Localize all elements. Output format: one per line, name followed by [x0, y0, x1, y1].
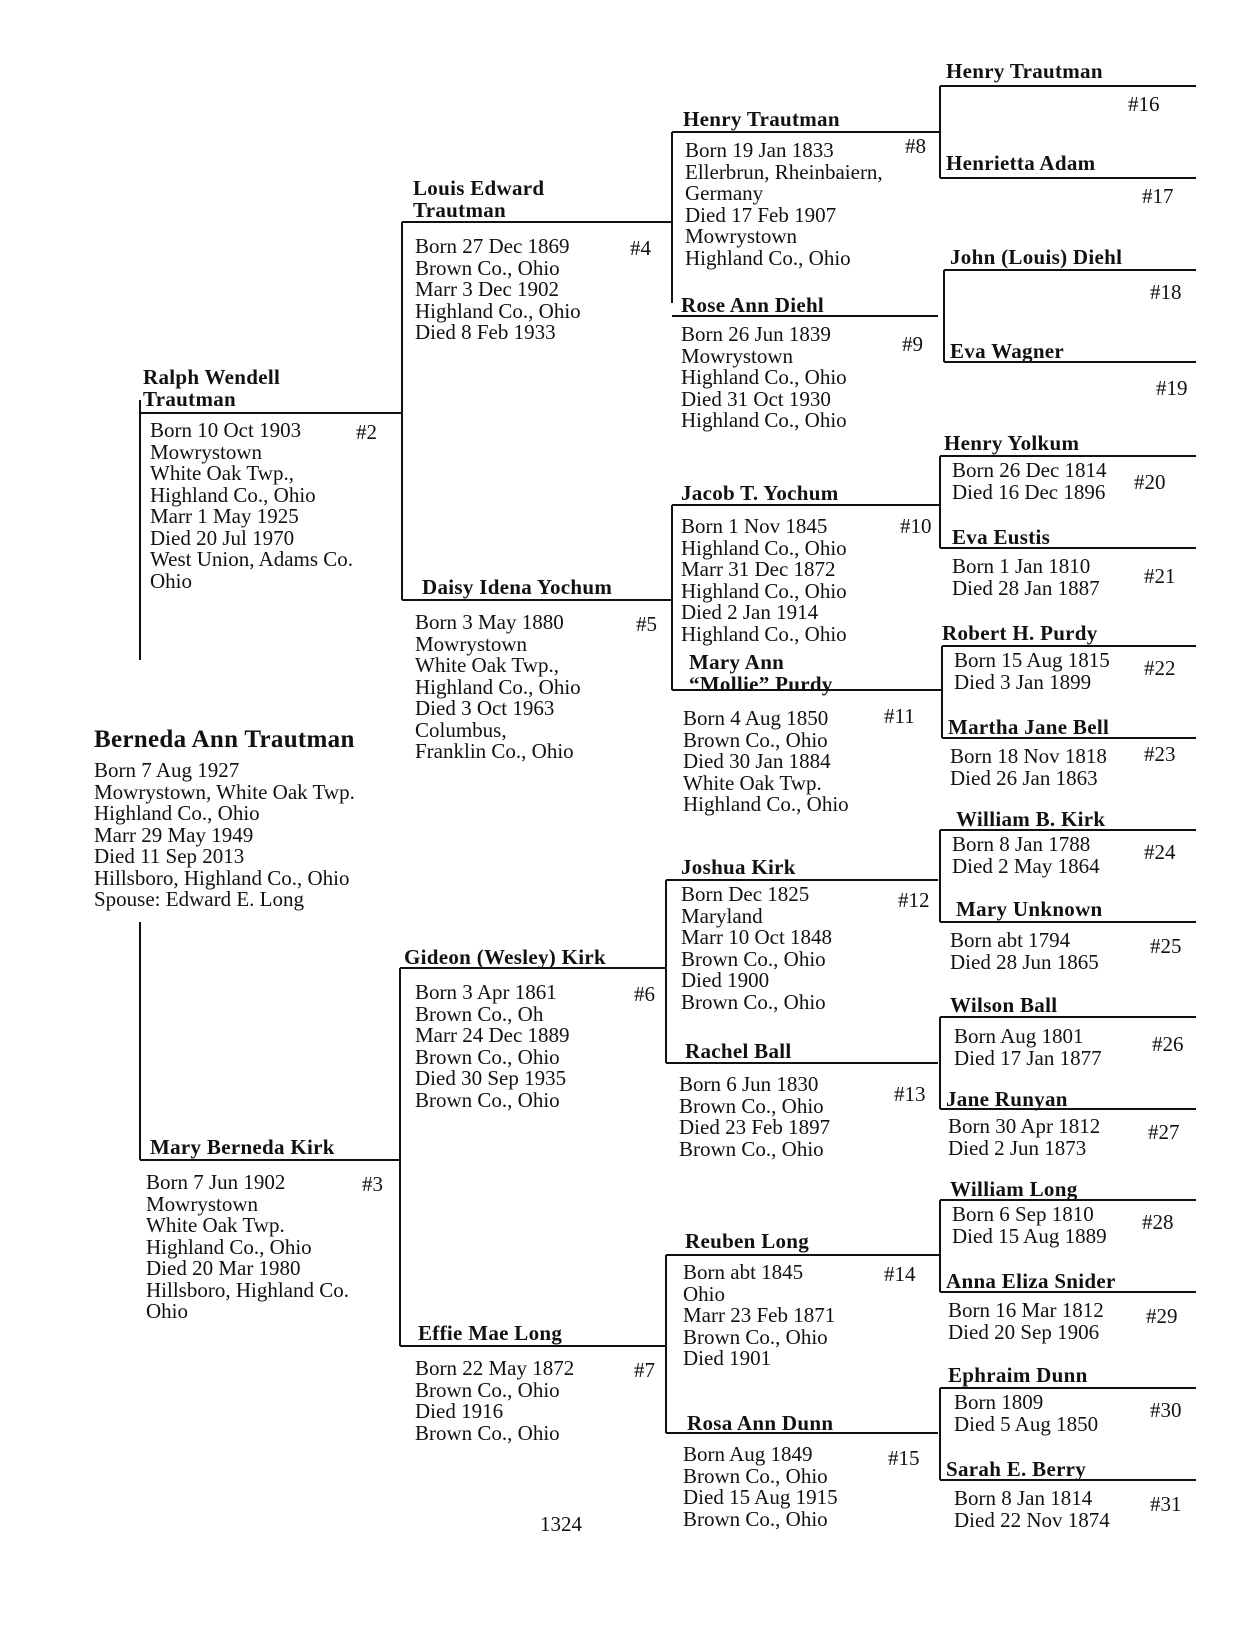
p27-line: Born 30 Apr 1812 [948, 1114, 1101, 1138]
p2-name-line: Ralph Wendell [143, 365, 281, 389]
p28-line: Born 6 Sep 1810 [952, 1202, 1094, 1226]
p18-name: John (Louis) Diehl [950, 245, 1123, 269]
p8-line: Died 17 Feb 1907 [685, 202, 837, 227]
p29-details [948, 1300, 1104, 1343]
p10-name: Jacob T. Yochum [681, 481, 839, 505]
p9-line: Highland Co., Ohio [681, 408, 847, 432]
p6-number: #6 [634, 982, 655, 1006]
p15-name: Rosa Ann Dunn [687, 1411, 834, 1435]
p10-line: Marr 31 Dec 1872 [681, 557, 836, 581]
p22-name: Robert H. Purdy [942, 621, 1098, 645]
p28-line: Died 15 Aug 1889 [952, 1223, 1107, 1248]
p17-number: #17 [1142, 184, 1174, 208]
p12-number: #12 [898, 888, 930, 912]
p14-line: Ohio [683, 1281, 725, 1306]
p5-number: #5 [636, 612, 657, 636]
p29-number: #29 [1146, 1304, 1178, 1328]
p31-number: #31 [1150, 1492, 1182, 1516]
p1-line: Marr 29 May 1949 [94, 822, 254, 847]
p20-details [952, 460, 1107, 503]
p7-details [415, 1358, 574, 1444]
p13-line: Died 23 Feb 1897 [679, 1115, 831, 1139]
p15-line: Brown Co., Ohio [683, 1463, 828, 1488]
p11-number: #11 [884, 704, 915, 728]
p20-line: Died 16 Dec 1896 [952, 479, 1106, 504]
p8-line: Highland Co., Ohio [685, 245, 851, 270]
p30-name: Ephraim Dunn [948, 1363, 1088, 1387]
p9-line: Born 26 Jun 1839 [681, 322, 831, 346]
p26-details [954, 1026, 1102, 1069]
page-number: 1324 [540, 1512, 582, 1536]
p24-line: Born 8 Jan 1788 [952, 832, 1091, 856]
p14-line: Marr 23 Feb 1871 [683, 1303, 836, 1327]
p18-number: #18 [1150, 280, 1182, 304]
p9-name: Rose Ann Diehl [681, 293, 825, 317]
p11-details [683, 708, 849, 816]
p8-line: Born 19 Jan 1833 [685, 138, 834, 162]
p11-line: Died 30 Jan 1884 [683, 749, 831, 773]
p5-line: Franklin Co., Ohio [415, 739, 574, 763]
p3-number: #3 [362, 1172, 383, 1196]
p1-line: Hillsboro, Highland Co., Ohio [94, 865, 350, 890]
p3-line: Hillsboro, Highland Co. [146, 1277, 349, 1302]
p1-line: Highland Co., Ohio [94, 801, 260, 825]
p14-details [683, 1262, 835, 1370]
p3-line: Highland Co., Ohio [146, 1234, 312, 1259]
p26-line: Died 17 Jan 1877 [954, 1045, 1102, 1070]
p25-name: Mary Unknown [956, 897, 1103, 921]
p27-number: #27 [1148, 1120, 1180, 1144]
p9-number: #9 [902, 332, 923, 356]
p11-line: White Oak Twp. [683, 770, 822, 795]
p4-name-line: Louis Edward [413, 176, 545, 200]
p29-name: Anna Eliza Snider [946, 1269, 1116, 1293]
p9-line: Highland Co., Ohio [681, 365, 847, 389]
p23-details [950, 746, 1107, 789]
p3-name: Mary Berneda Kirk [150, 1135, 335, 1159]
p25-number: #25 [1150, 934, 1182, 958]
p29-line: Born 16 Mar 1812 [948, 1298, 1104, 1322]
p6-line: Brown Co., Ohio [415, 1044, 560, 1069]
p23-name: Martha Jane Bell [948, 715, 1110, 739]
p15-line: Died 15 Aug 1915 [683, 1485, 838, 1509]
p16-number: #16 [1128, 92, 1160, 116]
p25-line: Born abt 1794 [950, 928, 1071, 952]
p7-line: Died 1916 [415, 1399, 504, 1423]
p11-name-line: Mary Ann [689, 650, 785, 674]
p13-name: Rachel Ball [685, 1039, 792, 1063]
p2-line: Died 20 Jul 1970 [150, 525, 295, 550]
p10-number: #10 [900, 514, 932, 538]
p22-number: #22 [1144, 656, 1176, 680]
p29-line: Died 20 Sep 1906 [948, 1319, 1100, 1344]
p15-details [683, 1444, 838, 1530]
p23-line: Born 18 Nov 1818 [950, 744, 1107, 768]
p14-name: Reuben Long [685, 1229, 810, 1253]
p3-line: White Oak Twp. [146, 1213, 285, 1237]
p23-number: #23 [1144, 742, 1176, 766]
p10-line: Highland Co., Ohio [681, 535, 847, 560]
p2-name [143, 366, 280, 410]
p13-line: Brown Co., Ohio [679, 1136, 824, 1161]
p11-line: Born 4 Aug 1850 [683, 706, 829, 730]
p11-line: Brown Co., Ohio [683, 727, 828, 752]
p5-line: Mowrystown [415, 631, 528, 656]
p10-line: Highland Co., Ohio [681, 621, 847, 646]
p15-line: Born Aug 1849 [683, 1442, 813, 1466]
p2-line: Highland Co., Ohio [150, 482, 316, 507]
p8-details [685, 140, 883, 269]
p19-name: Eva Wagner [950, 339, 1065, 363]
p26-number: #26 [1152, 1032, 1184, 1056]
p7-line: Brown Co., Ohio [415, 1377, 560, 1402]
p1-line: Born 7 Aug 1927 [94, 758, 240, 782]
p5-line: Born 3 May 1880 [415, 610, 564, 634]
p27-line: Died 2 Jun 1873 [948, 1135, 1087, 1160]
p1-details [94, 760, 355, 911]
p6-line: Brown Co., Oh [415, 1001, 544, 1026]
p27-name: Jane Runyan [946, 1087, 1068, 1111]
p24-line: Died 2 May 1864 [952, 853, 1100, 878]
p31-line: Born 8 Jan 1814 [954, 1486, 1093, 1510]
p9-details [681, 324, 847, 432]
p6-name: Gideon (Wesley) Kirk [404, 945, 606, 969]
p21-details [952, 556, 1100, 599]
p16-name: Henry Trautman [946, 59, 1103, 83]
p7-number: #7 [634, 1358, 655, 1382]
p15-line: Brown Co., Ohio [683, 1506, 828, 1531]
p1-name: Berneda Ann Trautman [94, 726, 355, 753]
p21-number: #21 [1144, 564, 1176, 588]
p2-name-line: Trautman [143, 387, 237, 411]
p24-details [952, 834, 1100, 877]
p21-name: Eva Eustis [952, 525, 1051, 549]
p2-line: Born 10 Oct 1903 [150, 418, 302, 442]
p10-line: Born 1 Nov 1845 [681, 514, 828, 538]
p8-line: Germany [685, 181, 764, 205]
p11-line: Highland Co., Ohio [683, 792, 849, 816]
p14-line: Born abt 1845 [683, 1260, 804, 1284]
p7-line: Born 22 May 1872 [415, 1356, 575, 1380]
p11-name [689, 651, 833, 695]
p5-line: Died 3 Oct 1963 [415, 696, 555, 720]
p6-line: Died 30 Sep 1935 [415, 1066, 567, 1090]
p4-number: #4 [630, 236, 651, 260]
p5-line: Highland Co., Ohio [415, 674, 581, 699]
p30-details [954, 1392, 1098, 1435]
p13-line: Born 6 Jun 1830 [679, 1072, 819, 1096]
p14-number: #14 [884, 1262, 916, 1286]
p7-line: Brown Co., Ohio [415, 1420, 560, 1445]
p4-line: Marr 3 Dec 1902 [415, 277, 560, 301]
p2-number: #2 [356, 420, 377, 444]
p10-line: Highland Co., Ohio [681, 578, 847, 603]
p12-line: Brown Co., Ohio [681, 946, 826, 971]
p1-line: Spouse: Edward E. Long [94, 887, 304, 911]
p4-line: Brown Co., Ohio [415, 255, 560, 280]
p3-line: Born 7 Jun 1902 [146, 1170, 286, 1194]
p3-details [146, 1172, 349, 1323]
p3-line: Ohio [146, 1299, 188, 1323]
p28-details [952, 1204, 1107, 1247]
p19-number: #19 [1156, 376, 1188, 400]
p2-details [150, 420, 353, 592]
p12-line: Born Dec 1825 [681, 882, 810, 906]
p20-number: #20 [1134, 470, 1166, 494]
p7-name: Effie Mae Long [418, 1321, 563, 1345]
p6-details [415, 982, 570, 1111]
p12-line: Maryland [681, 903, 763, 928]
p30-line: Died 5 Aug 1850 [954, 1411, 1099, 1436]
p4-name-line: Trautman [413, 198, 507, 222]
p2-line: Ohio [150, 568, 192, 593]
p26-name: Wilson Ball [950, 993, 1058, 1017]
p9-line: Died 31 Oct 1930 [681, 386, 831, 411]
p28-name: William Long [950, 1177, 1078, 1201]
p2-line: Mowrystown [150, 439, 263, 464]
p4-name [413, 177, 544, 221]
p1-line: Died 11 Sep 2013 [94, 844, 245, 868]
p27-details [948, 1116, 1100, 1159]
p5-details [415, 612, 581, 763]
p17-name: Henrietta Adam [946, 151, 1096, 175]
p4-line: Died 8 Feb 1933 [415, 320, 556, 344]
p6-line: Marr 24 Dec 1889 [415, 1023, 570, 1047]
p4-line: Born 27 Dec 1869 [415, 234, 570, 258]
p12-line: Brown Co., Ohio [681, 989, 826, 1014]
p2-line: West Union, Adams Co. [150, 547, 354, 571]
p23-line: Died 26 Jan 1863 [950, 765, 1098, 790]
p5-line: Columbus, [415, 717, 507, 742]
p11-name-line: “Mollie” Purdy [689, 672, 833, 696]
p14-line: Brown Co., Ohio [683, 1324, 828, 1349]
p12-details [681, 884, 832, 1013]
p8-line: Ellerbrun, Rheinbaiern, [685, 159, 883, 184]
p21-line: Born 1 Jan 1810 [952, 554, 1091, 578]
p20-name: Henry Yolkum [944, 431, 1080, 455]
p13-details [679, 1074, 830, 1160]
p13-line: Brown Co., Ohio [679, 1093, 824, 1118]
p31-line: Died 22 Nov 1874 [954, 1507, 1110, 1532]
p30-number: #30 [1150, 1398, 1182, 1422]
p31-name: Sarah E. Berry [946, 1457, 1087, 1481]
p12-line: Marr 10 Oct 1848 [681, 925, 833, 949]
p6-line: Brown Co., Ohio [415, 1087, 560, 1112]
p8-name: Henry Trautman [683, 107, 840, 131]
p8-number: #8 [905, 134, 926, 158]
p10-line: Died 2 Jan 1914 [681, 600, 819, 624]
p25-line: Died 28 Jun 1865 [950, 949, 1099, 974]
p3-line: Died 20 Mar 1980 [146, 1256, 301, 1280]
p10-details [681, 516, 847, 645]
p5-name: Daisy Idena Yochum [422, 575, 613, 599]
p9-line: Mowrystown [681, 343, 794, 368]
p1-line: Mowrystown, White Oak Twp. [94, 779, 355, 804]
p4-details [415, 236, 581, 344]
p25-details [950, 930, 1099, 973]
p12-name: Joshua Kirk [681, 855, 796, 879]
p2-line: White Oak Twp., [150, 461, 294, 485]
p5-line: White Oak Twp., [415, 653, 559, 677]
p22-line: Born 15 Aug 1815 [954, 648, 1110, 672]
p30-line: Born 1809 [954, 1390, 1044, 1414]
p22-details [954, 650, 1110, 693]
p31-details [954, 1488, 1110, 1531]
p24-name: William B. Kirk [956, 807, 1106, 831]
p12-line: Died 1900 [681, 968, 770, 992]
p15-number: #15 [888, 1446, 920, 1470]
p2-line: Marr 1 May 1925 [150, 504, 299, 528]
p24-number: #24 [1144, 840, 1176, 864]
p14-line: Died 1901 [683, 1346, 772, 1370]
p22-line: Died 3 Jan 1899 [954, 669, 1092, 694]
p8-line: Mowrystown [685, 224, 798, 248]
p26-line: Born Aug 1801 [954, 1024, 1084, 1048]
p4-line: Highland Co., Ohio [415, 298, 581, 323]
p21-line: Died 28 Jan 1887 [952, 575, 1100, 600]
p6-line: Born 3 Apr 1861 [415, 980, 557, 1004]
p3-line: Mowrystown [146, 1191, 259, 1216]
p20-line: Born 26 Dec 1814 [952, 458, 1107, 482]
p13-number: #13 [894, 1082, 926, 1106]
p28-number: #28 [1142, 1210, 1174, 1234]
